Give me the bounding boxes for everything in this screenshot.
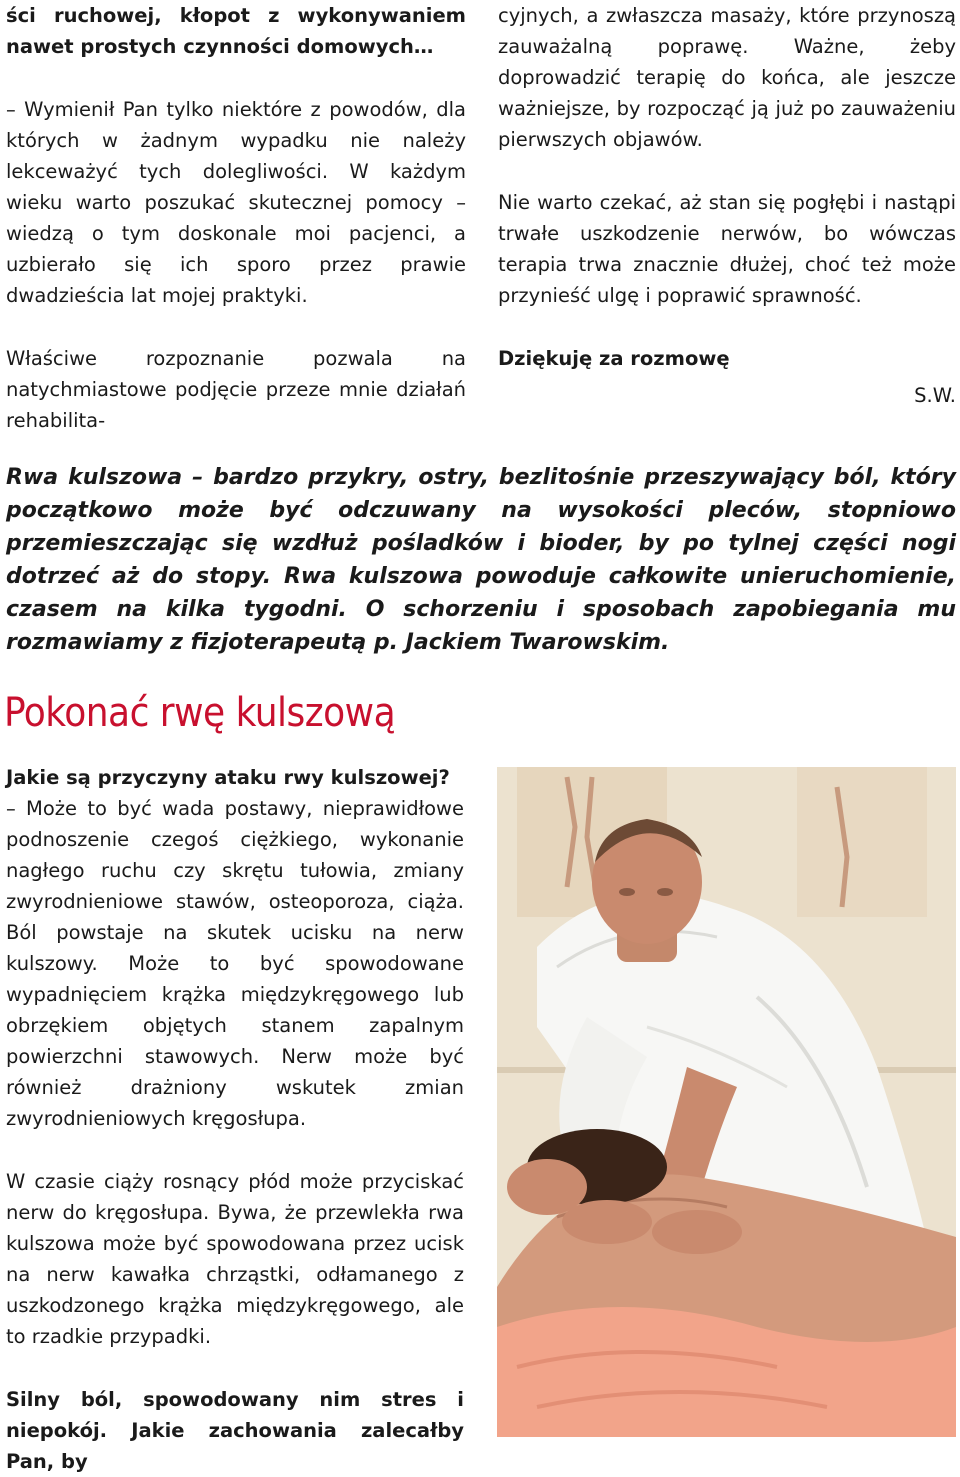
top-right-column [498,0,956,411]
top-left-column [6,0,466,436]
lead-paragraph: Rwa kulszowa – bardzo przykry, ostry, bezlitośnie przeszywający ból, który początkowo może być odczuwany na wysokości pleców, stopniowo przemieszczając się wzdłuż pośladków i bioder, by po tylnej części nogi dotrzeć aż do stopy. Rwa kulszowa powoduje całkowite unieruchomienie, czasem na kilka tygodni. O schorzeniu i sposobach zapobiegania mu rozmawiamy z fizjoterapeutą p. Jackiem Twarowskim. [6,465,956,655]
bottom-left-column [6,762,464,1477]
author-signature: S.W. [914,384,956,407]
answer-paragraph: – Wymienił Pan tylko niektóre z powodów, dla których w żadnym wypadku nie należy lekceważyć tych dolegliwości. W każdym wieku warto poszukać skutecznej pomocy – wiedzą o tym doskonale moi pacjenci, a uzbierało się ich sporo przez prawie dwadzieścia lat mojej praktyki. [6,98,466,307]
answer-paragraph: Nie warto czekać, aż stan się pogłębi i nastąpi trwałe uszkodzenie nerwów, bo wówczas terapia trwa znacznie dłużej, choć też może przynieść ulgę i poprawić sprawność. [498,191,956,307]
answer-paragraph: Właściwe rozpoznanie pozwala na natychmiastowe podjęcie przeze mnie działań rehabilita- [6,347,466,432]
massage-photo [497,767,956,1437]
interview-question: Silny ból, spowodowany nim stres i niepokój. Jakie zachowania zalecałby Pan, by [6,1388,464,1473]
answer-paragraph: – Może to być wada postawy, nieprawidłowe podnoszenie czegoś ciężkiego, wykonanie nagłego ruchu czy skrętu tułowia, zmiany zwyrodnieniowe stawów, osteoporoza, ciąża. Ból powstaje na skutek ucisku na nerw kulszowy. Może to być spowodowane wypadnięciem krążka międzykręgowego lub obrzękiem objętych stanem zapalnym powierzchni stawowych. Nerw może być również drażniony wskutek zmian zwyrodnieniowych kręgosłupa. [6,797,464,1130]
answer-paragraph: cyjnych, a zwłaszcza masaży, które przynoszą zauważalną poprawę. Ważne, żeby doprowadzić terapię do końca, ale jeszcze ważniejsze, by rozpocząć ją już po zauważeniu pierwszych objawów. [498,4,956,151]
interview-question: Jakie są przyczyny ataku rwy kulszowej? [6,766,450,789]
question-continuation: ści ruchowej, kłopot z wykonywaniem nawet prostych czynności domowych… [6,4,466,58]
article-headline: Pokonać rwę kulszową [4,690,396,736]
thanks-line: Dziękuję za rozmowę [498,347,730,370]
massage-photo-illustration [497,767,956,1437]
answer-paragraph: W czasie ciąży rosnący płód może przyciskać nerw do kręgosłupa. Bywa, że przewlekła rwa kulszowa może być spowodowana przez ucisk na nerw kawałka chrząstki, odłamanego z uszkodzonego krążka międzykręgowego, ale to rzadkie przypadki. [6,1170,464,1348]
